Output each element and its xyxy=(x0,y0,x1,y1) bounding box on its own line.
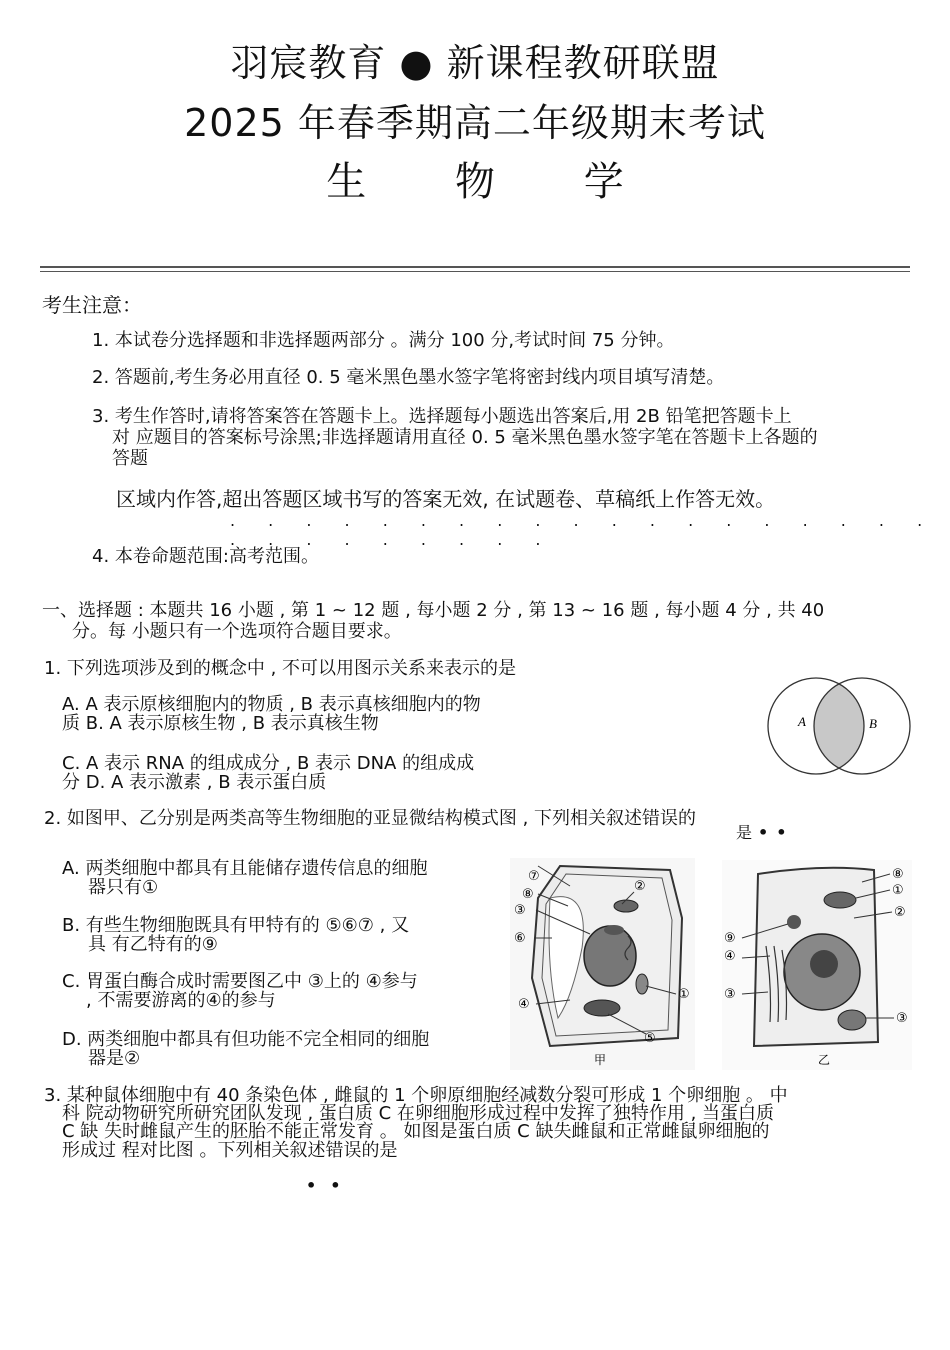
svg-text:①: ① xyxy=(892,883,904,898)
question-option: 器是② xyxy=(88,1048,141,1069)
question-stem: C 缺 失时雌鼠产生的胚胎不能正常发育 。 如图是蛋白质 C 缺失雌鼠和正常雌鼠卵细胞的 xyxy=(62,1121,770,1142)
svg-text:⑧: ⑧ xyxy=(892,867,904,882)
question-stem: 3. 某种鼠体细胞中有 40 条染色体 , 雌鼠的 1 个卵原细胞经减数分裂可形成 1 个卵细胞 。 中 xyxy=(44,1085,788,1106)
section-heading: 分。每 小题只有一个选项符合题目要求。 xyxy=(72,621,402,642)
question-option: B. 有些生物细胞既具有甲特有的 ⑤⑥⑦ , 又 xyxy=(62,915,410,936)
svg-text:⑦: ⑦ xyxy=(528,869,540,884)
notice-item: 对 应题目的答案标号涂黑;非选择题请用直径 0. 5 毫米黑色墨水签字笔在答题卡上各题的 xyxy=(112,427,818,448)
emphasis-dots: . . . . . . . . . . . . . . . . . . . . . . . . . . . . xyxy=(230,511,937,549)
notice-item: 区域内作答,超出答题区域书写的答案无效, 在试题卷、草稿纸上作答无效。 xyxy=(116,487,776,511)
exam-title: 2025 年春季期高二年级期末考试 xyxy=(184,101,766,145)
venn-label-a: A xyxy=(798,714,806,729)
venn-diagram xyxy=(764,676,914,776)
svg-text:①: ① xyxy=(678,987,690,1002)
question-option: 质 B. A 表示原核生物 , B 表示真核生物 xyxy=(62,713,379,734)
section-heading: 一、选择题 : 本题共 16 小题 , 第 1 ~ 12 题 , 每小题 2 分 , 第 13 ~ 16 题 , 每小题 4 分 , 共 40 xyxy=(42,600,825,621)
svg-text:③: ③ xyxy=(896,1011,908,1026)
question-option: C. 胃蛋白酶合成时需要图乙中 ③上的 ④参与 xyxy=(62,971,418,992)
svg-text:④: ④ xyxy=(518,997,530,1012)
plant-cell-figure xyxy=(510,858,695,1070)
question-option: C. A 表示 RNA 的组成成分 , B 表示 DNA 的组成成 xyxy=(62,753,475,774)
svg-text:③: ③ xyxy=(724,987,736,1002)
svg-text:⑧: ⑧ xyxy=(522,887,534,902)
svg-text:③: ③ xyxy=(514,903,526,918)
svg-text:②: ② xyxy=(894,905,906,920)
figure-caption-jia: 甲 xyxy=(594,1053,607,1067)
figure-caption-yi: 乙 xyxy=(818,1053,831,1067)
question-stem: 2. 如图甲、乙分别是两类高等生物细胞的亚显微结构模式图 , 下列相关叙述错误的 xyxy=(44,808,697,829)
question-option: A. 两类细胞中都具有且能储存遗传信息的细胞 xyxy=(62,858,428,879)
notice-item: 1. 本试卷分选择题和非选择题两部分 。满分 100 分,考试时间 75 分钟。 xyxy=(92,330,675,351)
svg-text:⑨: ⑨ xyxy=(724,931,736,946)
question-option: 器只有① xyxy=(88,877,159,898)
question-option: , 不需要游离的④的参与 xyxy=(86,990,276,1011)
svg-text:⑤: ⑤ xyxy=(644,1031,656,1046)
header-line-1: 羽宸教育 ● 新课程教研联盟 xyxy=(230,41,720,85)
question-stem-end: 是 •• xyxy=(736,823,795,842)
notice-item: 3. 考生作答时,请将答案答在答题卡上。选择题每小题选出答案后,用 2B 铅笔把答题卡上 xyxy=(92,406,792,427)
notice-item: 答题 xyxy=(112,448,148,469)
svg-text:⑥: ⑥ xyxy=(514,931,526,946)
question-stem: 科 院动物研究所研究团队发现 , 蛋白质 C 在卵细胞形成过程中发挥了独特作用 , 当蛋白质 xyxy=(62,1103,775,1124)
question-option: 具 有乙特有的⑨ xyxy=(88,934,218,955)
animal-cell-figure xyxy=(722,860,912,1070)
venn-label-b: B xyxy=(869,716,877,731)
notice-item: 2. 答题前,考生务必用直径 0. 5 毫米黑色墨水签字笔将密封线内项目填写清楚。 xyxy=(92,367,725,388)
subject-title: 生 物 学 xyxy=(326,159,662,205)
notice-title: 考生注意： xyxy=(42,293,142,317)
svg-text:④: ④ xyxy=(724,949,736,964)
emphasis-dots: •• xyxy=(306,1176,355,1195)
divider xyxy=(40,271,910,272)
question-option: 分 D. A 表示激素 , B 表示蛋白质 xyxy=(62,772,327,793)
svg-text:②: ② xyxy=(634,879,646,894)
notice-item: 4. 本卷命题范围:高考范围。 xyxy=(92,546,319,567)
question-stem: 1. 下列选项涉及到的概念中 , 不可以用图示关系来表示的是 xyxy=(44,658,517,679)
question-option: A. A 表示原核细胞内的物质 , B 表示真核细胞内的物 xyxy=(62,694,481,715)
question-option: D. 两类细胞中都具有但功能不完全相同的细胞 xyxy=(62,1029,430,1050)
divider xyxy=(40,266,910,268)
question-stem: 形成过 程对比图 。下列相关叙述错误的是 xyxy=(62,1140,398,1161)
